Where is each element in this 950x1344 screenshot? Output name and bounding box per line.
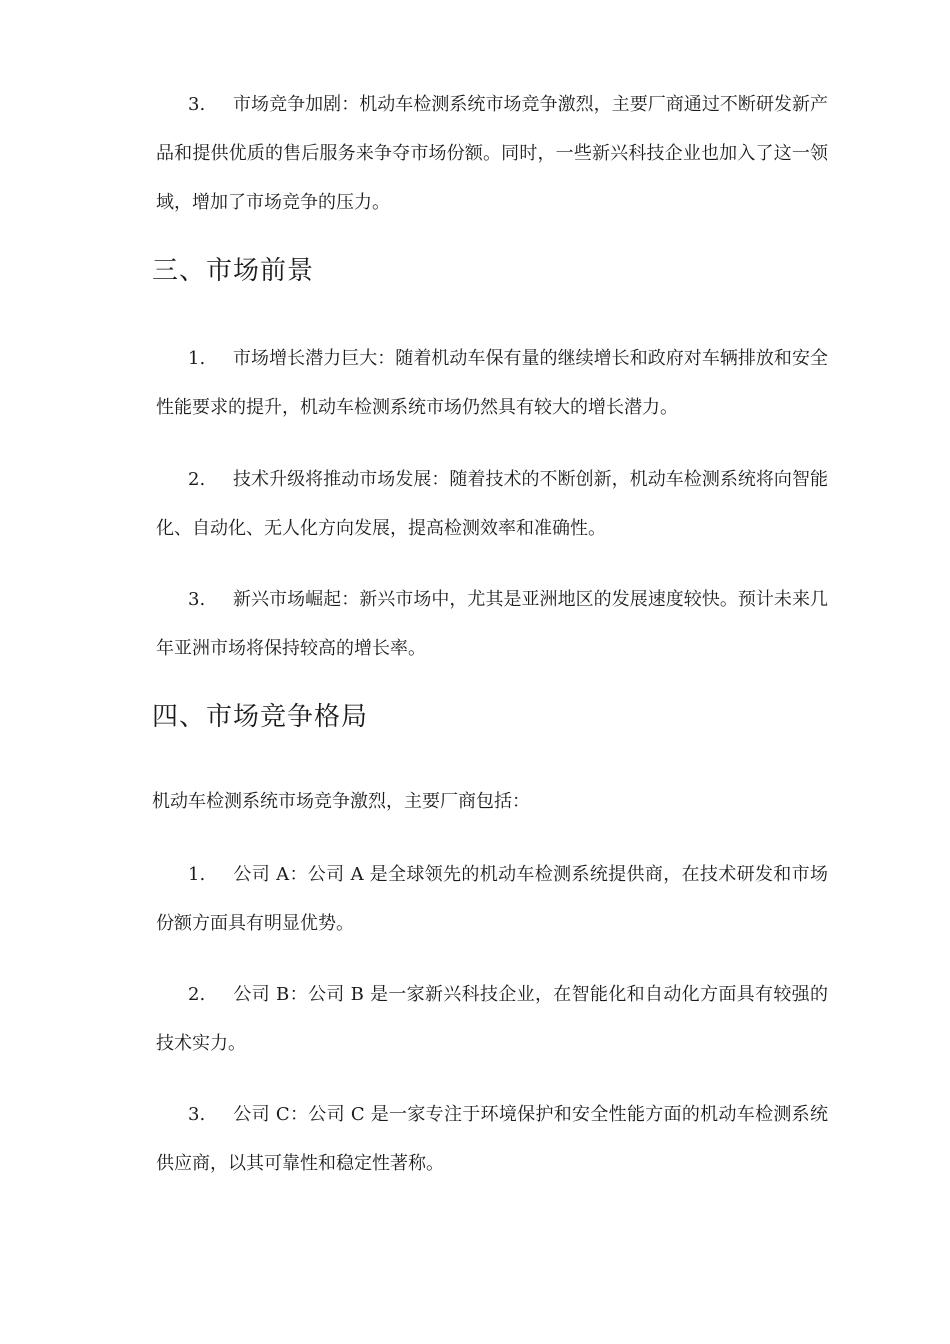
list-item-company-c — [156, 1090, 828, 1188]
list-item-company-b — [156, 970, 828, 1068]
list-item-text: 市场增长潜力巨大：随着机动车保有量的继续增长和政府对车辆排放和安全性能要求的提升，机动车检测系统市场仍然具有较大的增长潜力。 — [156, 348, 828, 418]
section-intro-paragraph: 机动车检测系统市场竞争激烈，主要厂商包括： — [152, 791, 530, 812]
list-item-text: 技术升级将推动市场发展：随着技术的不断创新，机动车检测系统将向智能化、自动化、无人化方向发展，提高检测效率和准确性。 — [156, 469, 828, 539]
list-number: 2. — [188, 469, 206, 490]
list-item-growth-potential — [156, 334, 828, 432]
list-number: 3. — [188, 1104, 206, 1125]
list-number: 3. — [188, 589, 206, 610]
list-item-text: 公司 B：公司 B 是一家新兴科技企业，在智能化和自动化方面具有较强的技术实力。 — [156, 984, 828, 1054]
list-item-market-competition — [156, 80, 828, 227]
list-number: 1. — [188, 864, 206, 885]
list-number: 1. — [188, 348, 206, 369]
list-number: 2. — [188, 984, 206, 1005]
list-item-text: 公司 C：公司 C 是一家专注于环境保护和安全性能方面的机动车检测系统供应商，以其可靠性和稳定性著称。 — [156, 1104, 828, 1174]
list-number: 3. — [188, 94, 206, 115]
list-item-text: 新兴市场崛起：新兴市场中，尤其是亚洲地区的发展速度较快。预计未来几年亚洲市场将保持较高的增长率。 — [156, 589, 828, 659]
section-heading-market-outlook: 三、市场前景 — [152, 256, 315, 286]
list-item-text: 公司 A：公司 A 是全球领先的机动车检测系统提供商，在技术研发和市场份额方面具有明显优势。 — [156, 864, 828, 934]
section-heading-competitive-landscape: 四、市场竞争格局 — [152, 702, 369, 732]
list-item-tech-upgrade — [156, 455, 828, 553]
list-item-text: 市场竞争加剧：机动车检测系统市场竞争激烈，主要厂商通过不断研发新产品和提供优质的售后服务来争夺市场份额。同时，一些新兴科技企业也加入了这一领域，增加了市场竞争的压力。 — [156, 94, 828, 213]
list-item-emerging-markets — [156, 575, 828, 673]
list-item-company-a — [156, 850, 828, 948]
